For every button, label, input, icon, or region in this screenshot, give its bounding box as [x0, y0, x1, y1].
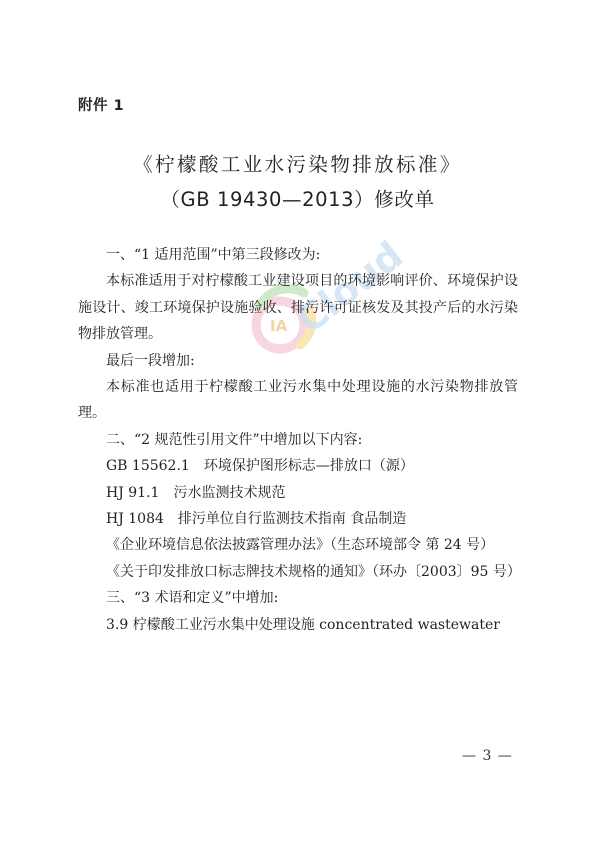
paragraph-addition-label: 最后一段增加: — [106, 352, 195, 369]
document-title: 《柠檬酸工业水污染物排放标准》 — [133, 153, 462, 176]
section-heading-1: 一、“1 适用范围”中第三段修改为: — [106, 247, 321, 263]
reference-item: HJ 1084 排污单位自行监测技术指南 食品制造 — [106, 511, 407, 528]
paragraph-scope: 本标准适用于对柠檬酸工业建设项目的环境影响评价、环境保护设施设计、竣工环境保护设施验收、排污许可证核发及其投产后的水污染物排放管理。 — [78, 273, 518, 343]
watermark-text: Cloud — [288, 232, 412, 343]
document-body — [78, 242, 521, 638]
section-heading-3: 三、“3 术语和定义”中增加: — [106, 590, 279, 607]
page-number: — 3 — — [462, 748, 513, 764]
watermark-badge: IA — [270, 317, 288, 335]
paragraph-addition: 本标准也适用于柠檬酸工业污水集中处理设施的水污染物排放管理。 — [78, 379, 518, 422]
reference-item: 《企业环境信息依法披露管理办法》（生态环境部令 第 24 号） — [106, 537, 495, 554]
reference-item: GB 15562.1 环境保护图形标志—排放口（源） — [106, 458, 414, 475]
reference-item: HJ 91.1 污水监测技术规范 — [106, 484, 286, 501]
section-heading-2: 二、“2 规范性引用文件”中增加以下内容: — [106, 431, 363, 448]
reference-item: 《关于印发排放口标志牌技术规格的通知》（环办〔2003〕95 号） — [106, 563, 521, 580]
definition-item: 3.9 柠檬酸工业污水集中处理设施 concentrated wastewater — [106, 616, 500, 633]
annex-label: 附件 1 — [78, 98, 125, 114]
document-subtitle: （GB 19430—2013）修改单 — [160, 188, 435, 211]
